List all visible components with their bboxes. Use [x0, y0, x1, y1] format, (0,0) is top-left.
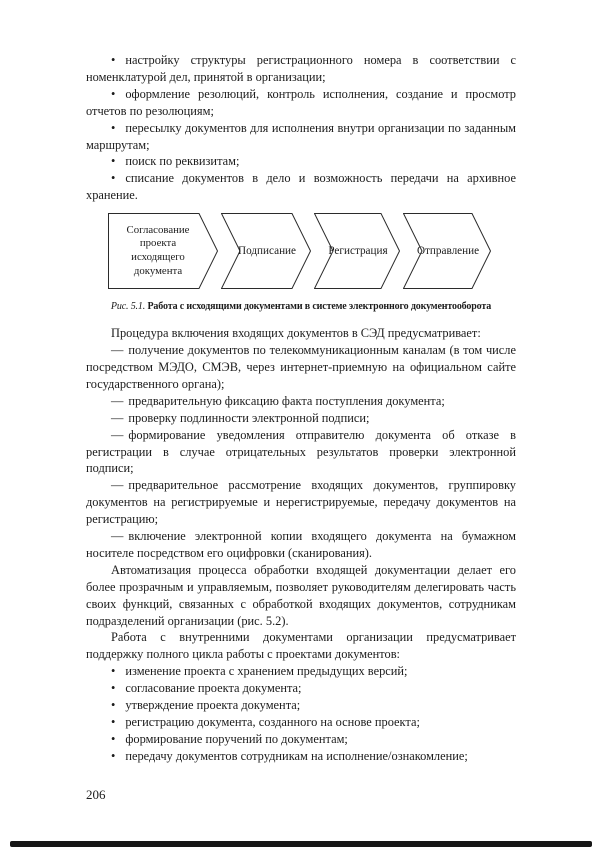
- dash-item-text: проверку подлинности электронной подписи;: [128, 410, 370, 425]
- dash-item: [86, 410, 516, 427]
- paragraph-text: Работа с внутренними документами организации предусматривает поддержку полного цикла работы с проектами документов:: [86, 630, 516, 662]
- list-item: [86, 170, 516, 204]
- bullet-marker: •: [111, 731, 116, 746]
- dash-item: [86, 342, 516, 393]
- process-stage-label: Подписание: [237, 244, 297, 257]
- list-item-text: пересылку документов для исполнения внутри организации по заданным маршрутам;: [86, 120, 516, 152]
- process-stage: [221, 213, 311, 289]
- dash-item-text: предварительное рассмотрение входящих документов, группировку документов на регистрируемые и нерегистрируемые, передачу документов на регистрацию;: [86, 478, 516, 527]
- list-item: [86, 86, 516, 120]
- dash-item: [86, 427, 516, 478]
- dash-marker: —: [111, 393, 124, 408]
- dash-marker: —: [111, 410, 124, 425]
- paragraph: [86, 562, 516, 630]
- list-item-text: формирование поручений по документам;: [125, 731, 348, 746]
- dash-item: [86, 477, 516, 528]
- bullet-marker: •: [111, 681, 116, 696]
- bullet-marker: •: [111, 86, 116, 101]
- dash-marker: —: [111, 478, 124, 493]
- dash-item-text: формирование уведомления отправителю документа об отказе в регистрации в случае отрицательных результатов проверки электронной подписи;: [86, 427, 516, 476]
- list-item: [86, 714, 516, 731]
- process-stage-label: Регистрация: [328, 244, 388, 257]
- list-item: [86, 731, 516, 748]
- dash-marker: —: [111, 343, 124, 358]
- process-stage-label: Согласование проекта исходящего документа: [126, 223, 190, 277]
- list-item-text: передачу документов сотрудникам на исполнение/ознакомление;: [125, 748, 468, 763]
- page-text-block: [86, 52, 516, 765]
- bullet-marker: •: [111, 664, 116, 679]
- list-item: [86, 697, 516, 714]
- dash-item: [86, 393, 516, 410]
- paragraph: [86, 325, 516, 342]
- list-item: [86, 748, 516, 765]
- process-stage-label: Отправление: [416, 244, 480, 257]
- dash-marker: —: [111, 427, 124, 442]
- bullet-marker: •: [111, 748, 116, 763]
- list-item: [86, 680, 516, 697]
- list-item: [86, 153, 516, 170]
- dash-marker: —: [111, 529, 124, 544]
- body-text: [86, 325, 516, 765]
- paragraph-text: Процедура включения входящих документов в СЭД предусматривает:: [111, 326, 481, 341]
- process-stage: [314, 213, 400, 289]
- bullet-marker: •: [111, 715, 116, 729]
- paragraph-text: Автоматизация процесса обработки входящей документации делает его более прозрачным и управляемым, позволяет руководителям делегировать часть своих функций, связанных с обработкой входящих документов, сотрудникам подразделений организации (рис. 5.2).: [86, 562, 516, 628]
- bullet-marker: •: [111, 154, 116, 169]
- list-item: [86, 120, 516, 154]
- bullet-marker: •: [111, 53, 116, 67]
- figure-caption-text: Работа с исходящими документами в системе электронного документооборота: [147, 301, 492, 313]
- bullet-marker: •: [111, 120, 116, 135]
- bullet-marker: •: [111, 171, 116, 186]
- list-item-text: утверждение проекта документа;: [125, 698, 301, 713]
- bullet-marker: •: [111, 698, 116, 713]
- process-diagram: [108, 213, 516, 289]
- dash-item-text: предварительную фиксацию факта поступления документа;: [128, 393, 445, 408]
- list-item-text: оформление резолюций, контроль исполнения, создание и просмотр отчетов по резолюциям;: [86, 86, 516, 118]
- process-stage: [108, 213, 218, 289]
- dash-item-text: включение электронной копии входящего документа на бумажном носителе посредством его оцифровки (сканирования).: [86, 529, 516, 560]
- process-stage: [403, 213, 491, 289]
- dash-item: [86, 528, 516, 562]
- scan-edge-strip: [10, 841, 592, 847]
- list-item-text: изменение проекта с хранением предыдущих версий;: [125, 664, 408, 679]
- list-item-text: регистрацию документа, созданного на основе проекта;: [125, 715, 420, 729]
- figure-caption-number: Рис. 5.1.: [110, 301, 146, 313]
- paragraph: [86, 629, 516, 663]
- dash-item-text: получение документов по телекоммуникационным каналам (в том числе посредством МЭДО, СМЭВ, через интернет-приемную на официальном сайте государственного органа);: [86, 343, 516, 391]
- list-item-text: согласование проекта документа;: [125, 681, 302, 696]
- list-item: [86, 52, 516, 86]
- page-number: 206: [86, 787, 106, 802]
- figure-caption: [86, 301, 516, 312]
- figure-5-1: [86, 213, 516, 312]
- list-item-text: настройку структуры регистрационного номера в соответствии с номенклатурой дел, принятой в организации;: [86, 53, 516, 84]
- list-item: [86, 663, 516, 680]
- list-item-text: списание документов в дело и возможность передачи на архивное хранение.: [86, 171, 516, 203]
- list-item-text: поиск по реквизитам;: [125, 154, 240, 169]
